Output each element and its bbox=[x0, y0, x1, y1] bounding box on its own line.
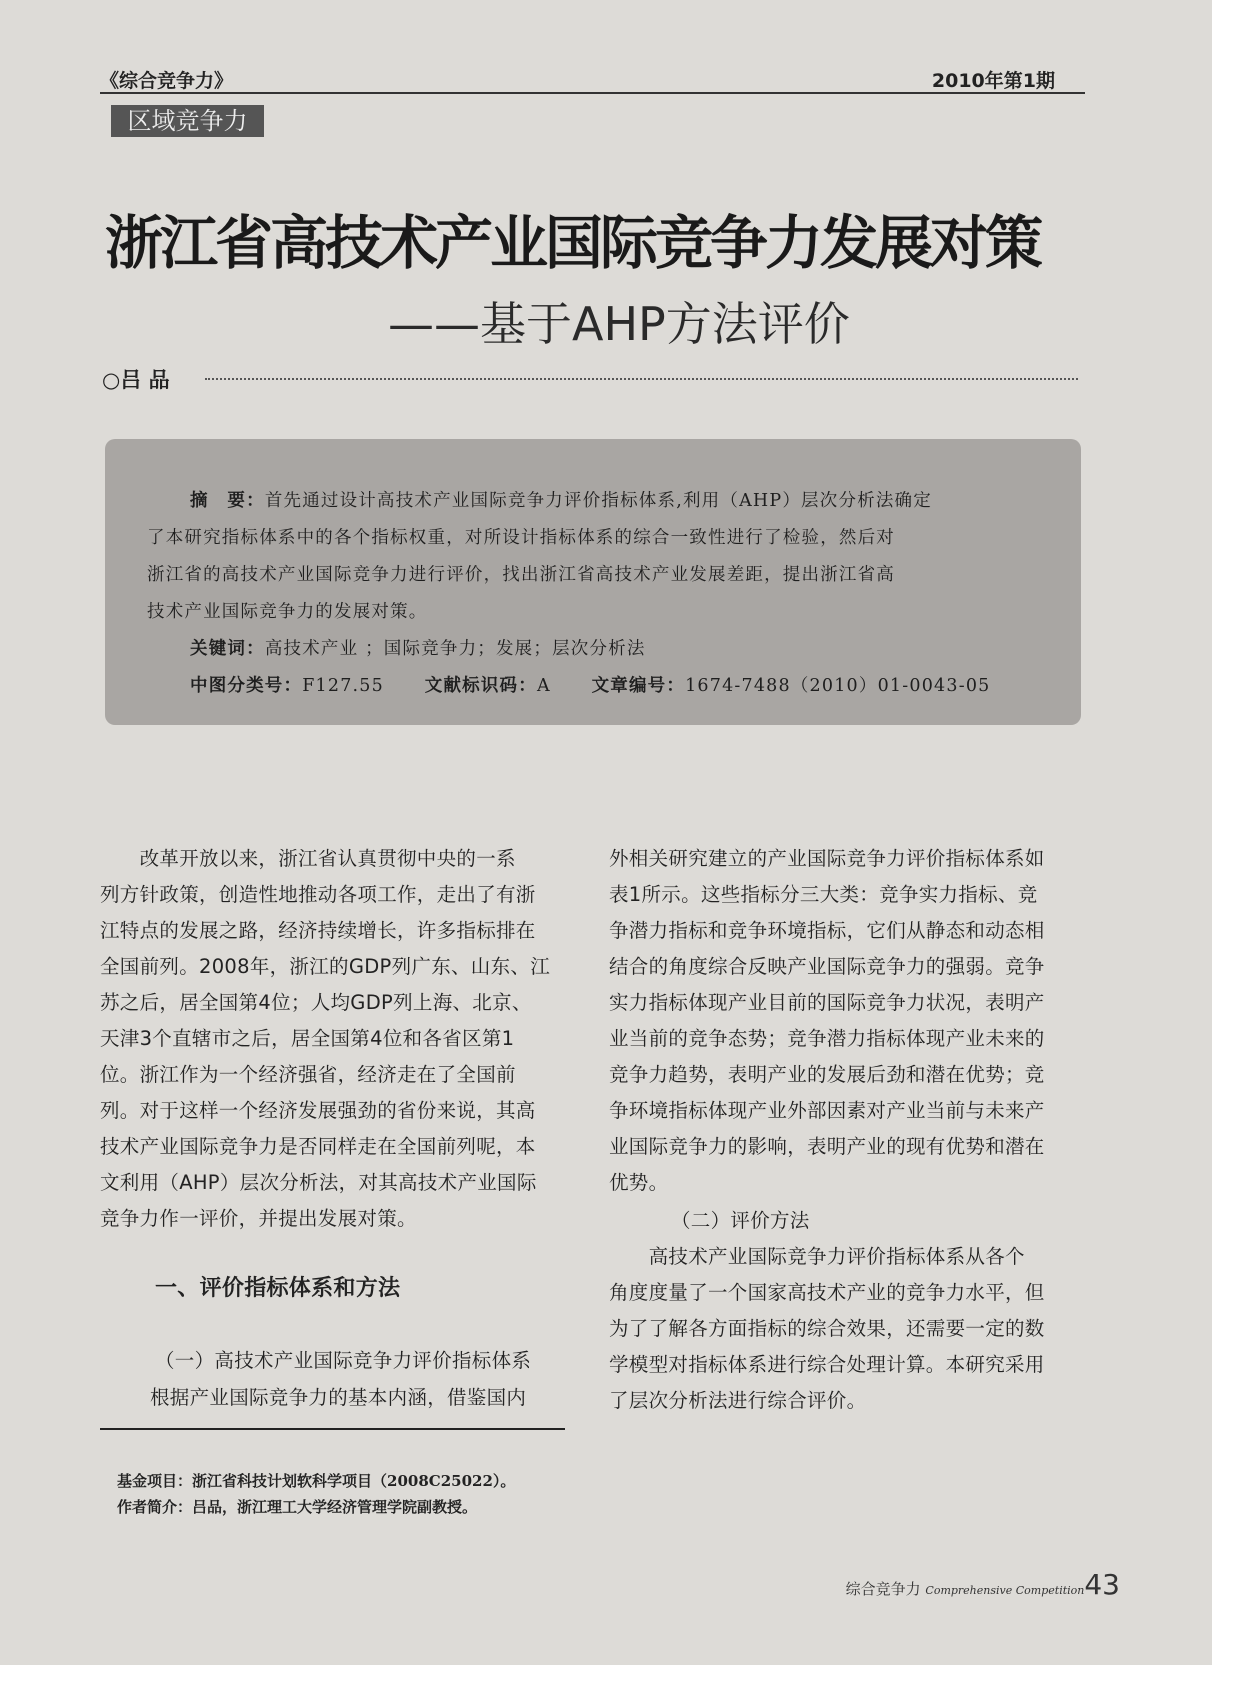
abstract-label: 摘 要： bbox=[190, 491, 265, 511]
keywords: 高技术产业 ；国际竞争力；发展；层次分析法 bbox=[264, 639, 646, 659]
paragraph-line: 业当前的竞争态势；竞争潜力指标体现产业未来的 bbox=[609, 1027, 1045, 1050]
clc-value: F127.55 bbox=[302, 676, 384, 696]
paragraph-line: 改革开放以来，浙江省认真贯彻中央的一系 bbox=[100, 847, 516, 870]
abstract-line: 首先通过设计高技术产业国际竞争力评价指标体系,利用（AHP）层次分析法确定 bbox=[264, 491, 932, 511]
paragraph-line: 业国际竞争力的影响，表明产业的现有优势和潜在 bbox=[609, 1135, 1045, 1158]
paragraph-line: 江特点的发展之路，经济持续增长，许多指标排在 bbox=[100, 919, 536, 942]
paragraph-line: 争潜力指标和竞争环境指标，它们从静态和动态相 bbox=[609, 919, 1045, 942]
paragraph-line: 争环境指标体现产业外部因素对产业当前与未来产 bbox=[609, 1099, 1045, 1122]
abstract-line: 技术产业国际竞争力的发展对策。 bbox=[147, 602, 428, 622]
bio-text: 吕品，浙江理工大学经济管理学院副教授。 bbox=[192, 1498, 478, 1516]
paragraph-line: 天津3个直辖市之后，居全国第4位和各省区第1 bbox=[100, 1027, 515, 1050]
paragraph-line: 文利用（AHP）层次分析法，对其高技术产业国际 bbox=[100, 1171, 537, 1194]
bio-label: 作者简介： bbox=[117, 1498, 193, 1516]
footer-journal-cn: 综合竞争力 bbox=[845, 1580, 921, 1598]
paragraph-line: 优势。 bbox=[609, 1171, 669, 1194]
paragraph-line: 苏之后，居全国第4位；人均GDP列上海、北京、 bbox=[100, 991, 532, 1014]
subsection-heading: （二）评价方法 bbox=[671, 1209, 810, 1232]
paragraph-line: 根据产业国际竞争力的基本内涵，借鉴国内 bbox=[150, 1386, 527, 1409]
paragraph-line: 高技术产业国际竞争力评价指标体系从各个 bbox=[609, 1245, 1025, 1268]
paragraph-line: 全国前列。2008年，浙江的GDP列广东、山东、江 bbox=[100, 955, 551, 978]
paragraph-line: 角度度量了一个国家高技术产业的竞争力水平，但 bbox=[609, 1281, 1045, 1304]
issue-label: 2010年第1期 bbox=[931, 70, 1055, 92]
paragraph-line: 结合的角度综合反映产业国际竞争力的强弱。竞争 bbox=[609, 955, 1045, 978]
paragraph-line: 位。浙江作为一个经济强省，经济走在了全国前 bbox=[100, 1063, 516, 1086]
article-no-label: 文章编号： bbox=[591, 676, 686, 696]
doc-code-value: A bbox=[536, 676, 551, 696]
page-number: 43 bbox=[1084, 1568, 1120, 1601]
article-no-value: 1674-7488（2010）01-0043-05 bbox=[685, 676, 991, 696]
doc-code-label: 文献标识码： bbox=[424, 676, 537, 696]
paragraph-line: 竞争力作一评价，并提出发展对策。 bbox=[100, 1207, 417, 1230]
paragraph-line: 表1所示。这些指标分三大类：竞争实力指标、竞 bbox=[609, 883, 1038, 906]
page-footer bbox=[846, 1568, 1120, 1601]
section-heading: 一、评价指标体系和方法 bbox=[155, 1276, 401, 1301]
author: ○吕 品 bbox=[102, 368, 170, 392]
paragraph-line: 技术产业国际竞争力是否同样走在全国前列呢，本 bbox=[100, 1135, 536, 1158]
paragraph-line: 学模型对指标体系进行综合处理计算。本研究采用 bbox=[609, 1353, 1045, 1376]
paragraph-line: 列方针政策，创造性地推动各项工作，走出了有浙 bbox=[100, 883, 536, 906]
journal-name: 《综合竞争力》 bbox=[100, 70, 234, 92]
article-title: 浙江省高技术产业国际竞争力发展对策 bbox=[105, 209, 1041, 277]
paragraph-line: 外相关研究建立的产业国际竞争力评价指标体系如 bbox=[609, 847, 1045, 870]
abstract-line: 浙江省的高技术产业国际竞争力进行评价，找出浙江省高技术产业发展差距，提出浙江省高 bbox=[147, 565, 895, 585]
header-rule bbox=[100, 92, 1085, 94]
paragraph-line: 实力指标体现产业目前的国际竞争力状况，表明产 bbox=[609, 991, 1045, 1014]
section-tag: 区域竞争力 bbox=[111, 105, 264, 137]
abstract-line: 了本研究指标体系中的各个指标权重，对所设计指标体系的综合一致性进行了检验，然后对 bbox=[147, 528, 895, 548]
clc-label: 中图分类号： bbox=[190, 676, 303, 696]
paragraph-line: 竞争力趋势，表明产业的发展后劲和潜在优势；竞 bbox=[609, 1063, 1045, 1086]
subsection-heading: （一）高技术产业国际竞争力评价指标体系 bbox=[155, 1349, 532, 1372]
keywords-label: 关键词： bbox=[190, 639, 265, 659]
fund-text: 浙江省科技计划软科学项目（2008C25022）。 bbox=[192, 1472, 516, 1490]
paragraph-line: 列。对于这样一个经济发展强劲的省份来说，其高 bbox=[100, 1099, 536, 1122]
article-subtitle: ——基于AHP方法评价 bbox=[388, 297, 850, 351]
footer-journal-en: Comprehensive Competition bbox=[925, 1584, 1085, 1597]
paragraph-line: 了层次分析法进行综合评价。 bbox=[609, 1389, 867, 1412]
abstract-box bbox=[105, 439, 1081, 725]
dotted-rule bbox=[205, 378, 1078, 380]
footnote-rule bbox=[100, 1428, 565, 1430]
paragraph-line: 为了了解各方面指标的综合效果，还需要一定的数 bbox=[609, 1317, 1045, 1340]
fund-label: 基金项目： bbox=[117, 1472, 193, 1490]
